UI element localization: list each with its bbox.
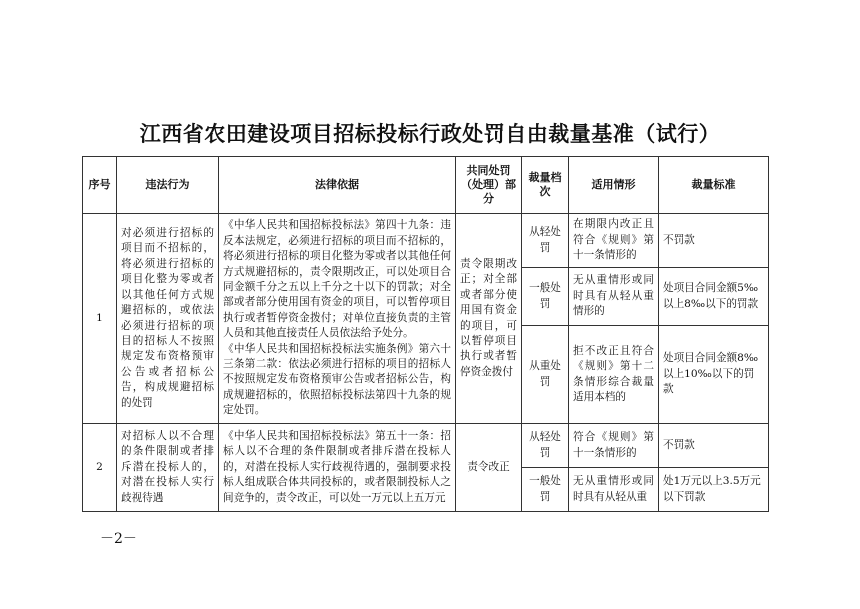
row-1-level-2: 一般处罚 bbox=[522, 268, 569, 326]
header-seq: 序号 bbox=[83, 157, 117, 214]
row-1-situation-2: 无从重情形或同时具有从轻从重情形的 bbox=[569, 268, 659, 326]
row-1-level-1: 从轻处罚 bbox=[522, 214, 569, 268]
row-1-situation-1: 在期限内改正且符合《规则》第十一条情形的 bbox=[569, 214, 659, 268]
row-1-seq: 1 bbox=[83, 214, 117, 424]
row-1-standard-3: 处项目合同金额8‰以上10‰以下的罚款 bbox=[659, 326, 769, 424]
header-common: 共同处罚（处理）部 分 bbox=[456, 157, 522, 214]
row-2-act-cell bbox=[117, 424, 219, 512]
row-2-level-2: 一般处罚 bbox=[522, 468, 569, 512]
document-title: 江西省农田建设项目招标投标行政处罚自由裁量基准（试行） bbox=[139, 121, 721, 146]
row-2-basis-cell bbox=[219, 424, 456, 512]
row-1-level-3: 从重处罚 bbox=[522, 326, 569, 424]
row-2-standard-2: 处1万元以上3.5万元以下罚款 bbox=[659, 468, 769, 512]
row-1-standard-1: 不罚款 bbox=[659, 214, 769, 268]
row-1-situation-3: 拒不改正且符合《规则》第十二条情形综合裁量适用本档的 bbox=[569, 326, 659, 424]
header-standard: 裁量标准 bbox=[659, 157, 769, 214]
header-level: 裁量档次 bbox=[522, 157, 569, 214]
row-1-standard-2: 处项目合同金额5‰以上8‰以下的罚款 bbox=[659, 268, 769, 326]
header-basis: 法律依据 bbox=[219, 157, 456, 214]
row-2-situation-1: 符合《规则》第十一条情形的 bbox=[569, 424, 659, 468]
table-row bbox=[83, 424, 769, 468]
header-situation: 适用情形 bbox=[569, 157, 659, 214]
header-act: 违法行为 bbox=[117, 157, 219, 214]
row-1-act: 对必须进行招标的项目而不招标的，将必须进行招标的项目化整为零或者以其他任何方式规避招标的，或依法必须进行招标的项目的招标人不按照规定发布资格预审公告或者招标公告，构成规避招标的处罚 bbox=[117, 214, 219, 424]
row-1-basis: 《中华人民共和国招标投标法》第四十九条：违反本法规定，必须进行招标的项目而不招标的，将必须进行招标的项目化整为零或者以其他任何方式规避招标的，责令限期改正，可以处项目合同金额千分之五以上千分之十以下的罚款；对全部或者部分使用国有资金的项目，可以暂停项目执行或者暂停资金拨付；对单位直接负责的主管人员和其他直接责任人员依法给予处分。 《中华人民共和国招标投标法实施条例》第六十三条第二款：依法必须进行招标的项目的招标人不按照规定发布资格预审公告或者招标公告，构成规避招标的，依照招标投标法第四十九条的规定处罚。 bbox=[219, 214, 456, 424]
row-2-common: 责令改正 bbox=[456, 424, 522, 512]
penalty-table bbox=[82, 156, 769, 512]
row-2-seq: 2 bbox=[83, 424, 117, 512]
row-2-standard-1: 不罚款 bbox=[659, 424, 769, 468]
row-2-level-1: 从轻处罚 bbox=[522, 424, 569, 468]
row-2-situation-2: 无从重情形或同时具有从轻从重 bbox=[569, 468, 659, 512]
row-1-common: 责令限期改正；对全部或者部分使用国有资金的项目，可以暂停项目执行或者暂停资金拨付 bbox=[456, 214, 522, 424]
table-row bbox=[83, 214, 769, 268]
page-number: －2－ bbox=[100, 531, 137, 547]
row-2-basis: 《中华人民共和国招标投标法》第五十一条：招标人以不合理的条件限制或者排斥潜在投标人的，对潜在投标人实行歧视待遇的，强制要求投标人组成联合体共同投标的，或者限制投标人之间竞争的，责令改正，可以处一万元以上五万元 bbox=[223, 429, 451, 504]
table-header-row bbox=[83, 157, 769, 214]
row-2-act: 对招标人以不合理的条件限制或者排斥潜在投标人的，对潜在投标人实行歧视待遇 bbox=[121, 429, 214, 504]
